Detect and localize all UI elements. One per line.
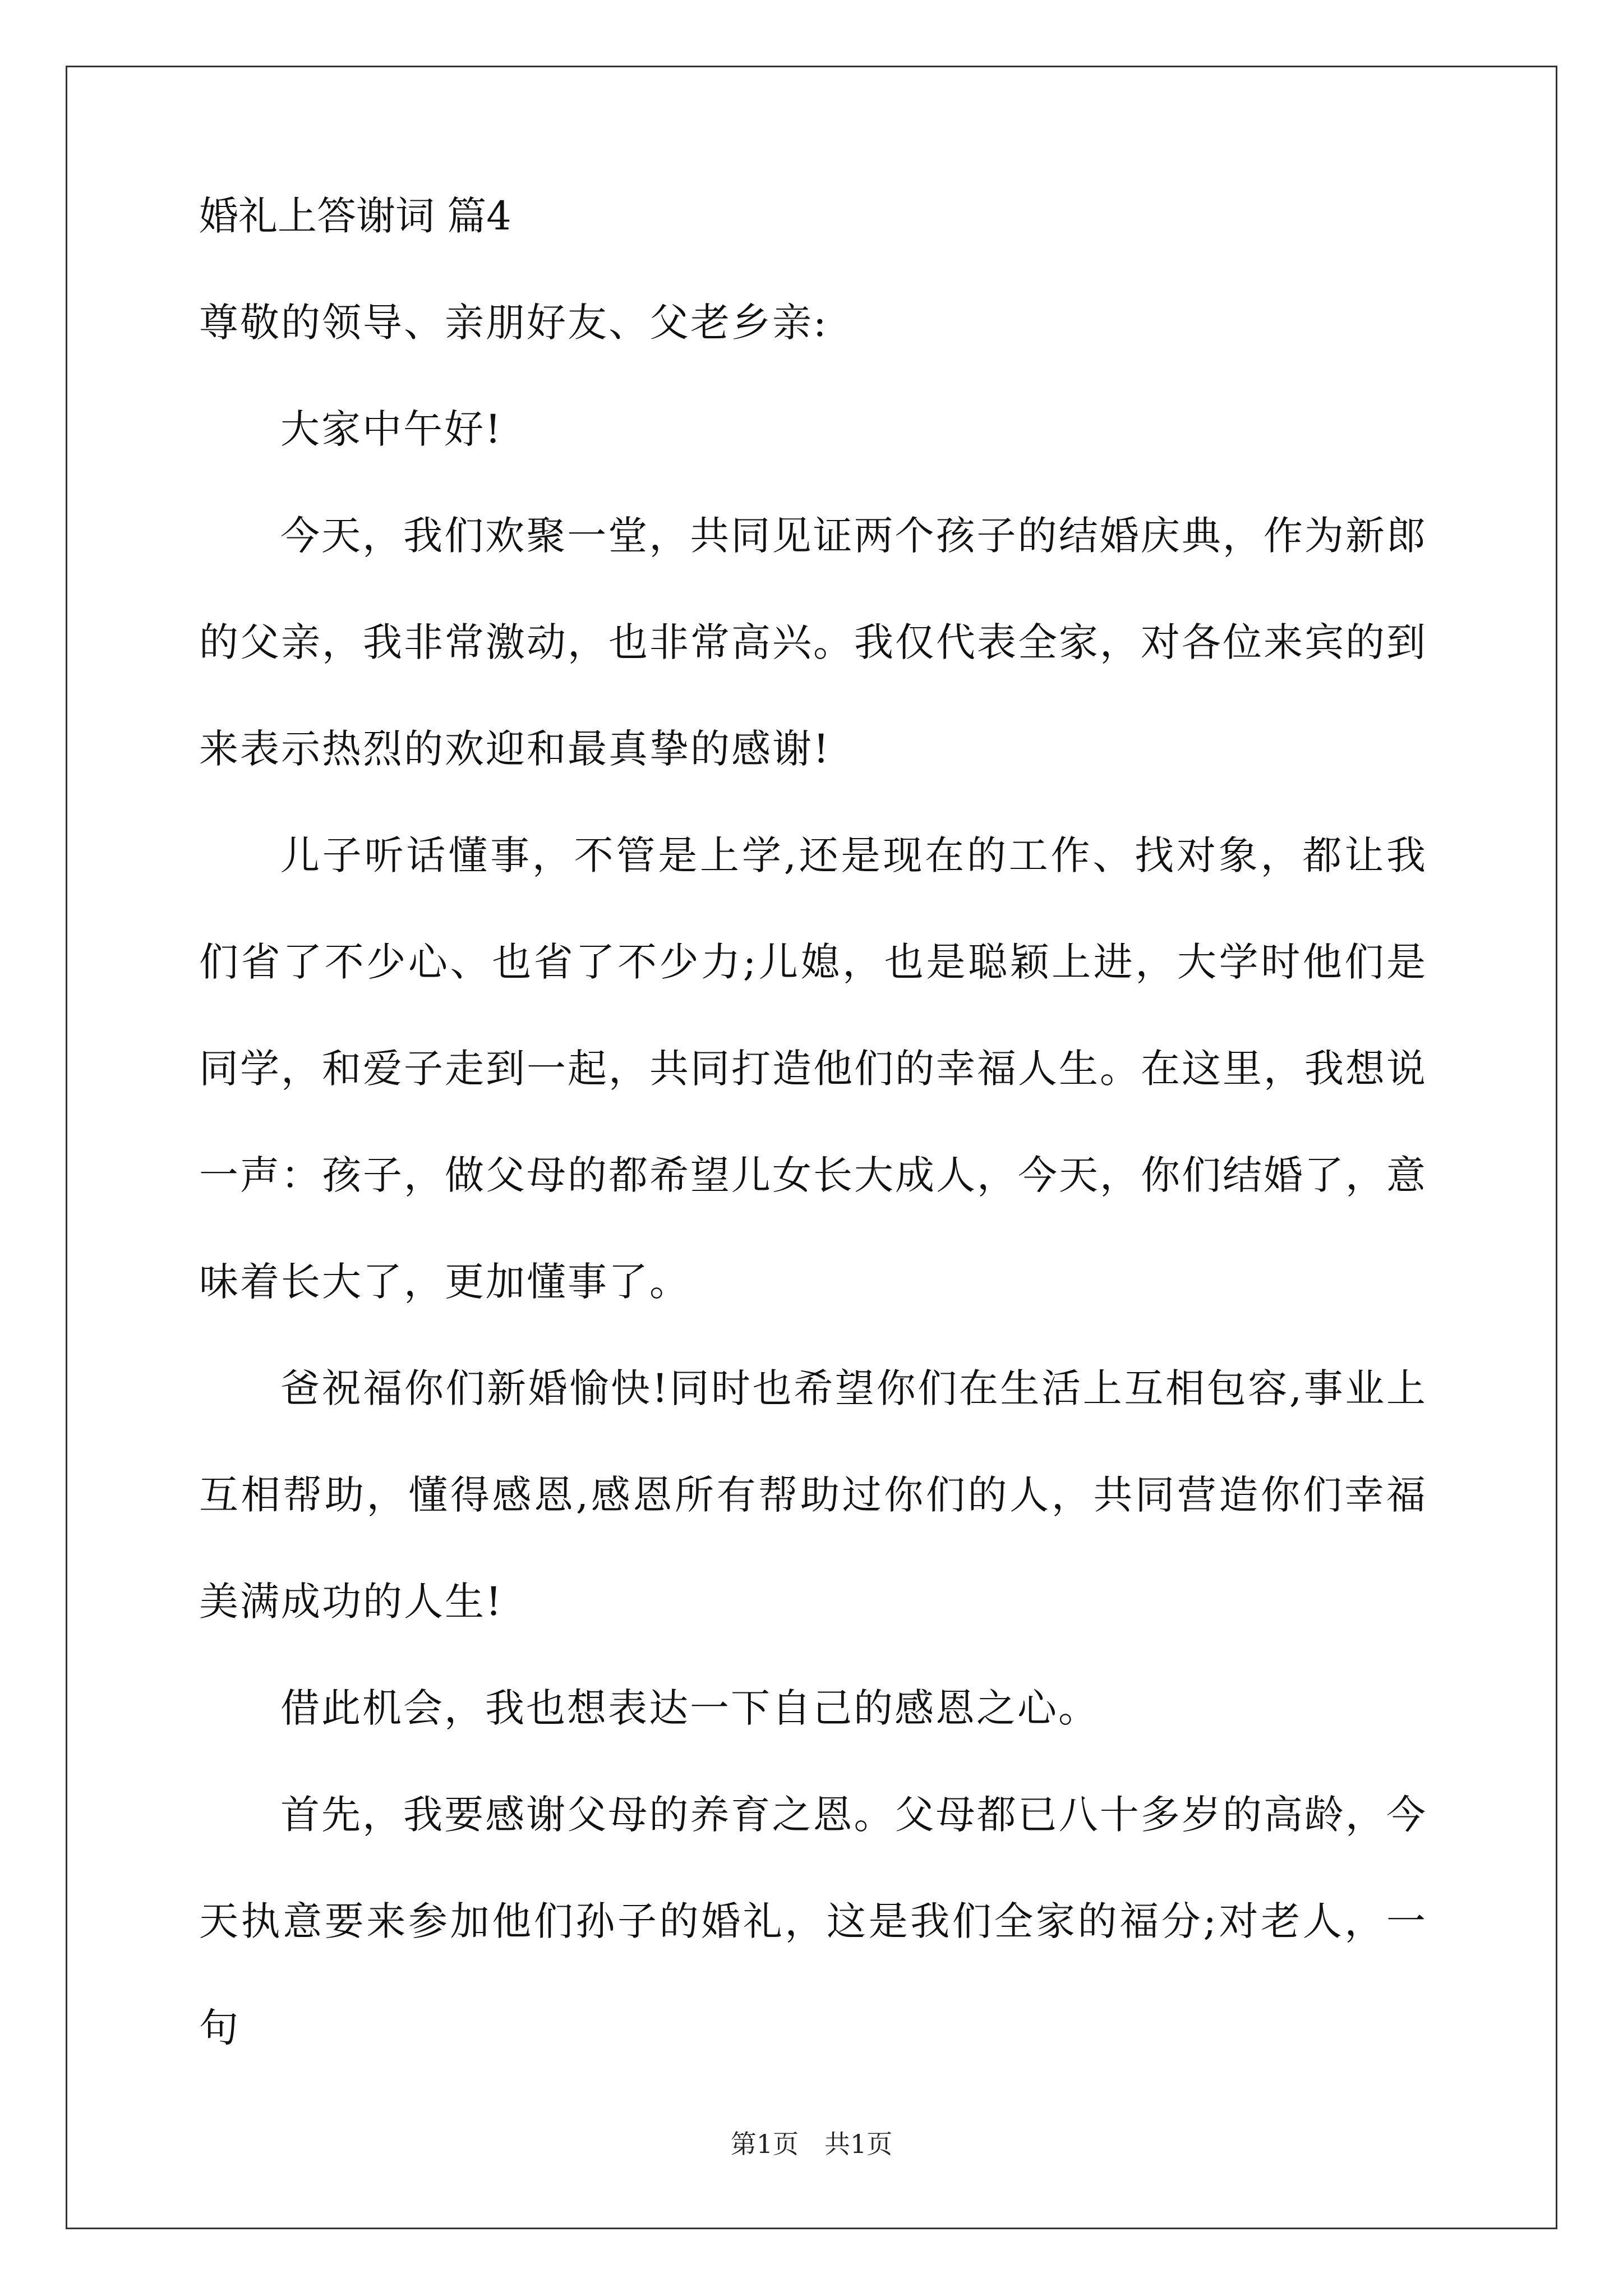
paragraph-welcome: 今天，我们欢聚一堂，共同见证两个孩子的结婚庆典，作为新郎的父亲，我非常激动，也非常高兴。我仅代表全家，对各位来宾的到来表示热烈的欢迎和最真挚的感谢! bbox=[199, 513, 1427, 772]
paragraph-blessing: 爸祝福你们新婚愉快!同时也希望你们在生活上互相包容,事业上互相帮助，懂得感恩,感恩所有帮助过你们的人，共同营造你们幸福美满成功的人生! bbox=[199, 1365, 1427, 1625]
paragraph-greeting: 大家中午好! bbox=[280, 406, 503, 452]
paragraph-salutation: 尊敬的领导、亲朋好友、父老乡亲: bbox=[199, 300, 828, 346]
page-footer: 第1页 共1页 bbox=[730, 2129, 893, 2159]
paragraph-parents: 首先，我要感谢父母的养育之恩。父母都已八十多岁的高龄，今天执意要来参加他们孙子的婚礼，这是我们全家的福分;对老人，一句 bbox=[199, 1792, 1427, 2051]
document-title: 婚礼上答谢词 篇4 bbox=[199, 193, 511, 239]
document-body bbox=[199, 191, 1427, 2081]
paragraph-son: 儿子听话懂事，不管是上学,还是现在的工作、找对象，都让我们省了不少心、也省了不少力;儿媳，也是聪颖上进，大学时他们是同学，和爱子走到一起，共同打造他们的幸福人生。在这里，我想说一声：孩子，做父母的都希望儿女长大成人，今天，你们结婚了，意味着长大了，更加懂事了。 bbox=[199, 832, 1427, 1305]
paragraph-gratitude-intro: 借此机会，我也想表达一下自己的感恩之心。 bbox=[280, 1685, 1099, 1731]
